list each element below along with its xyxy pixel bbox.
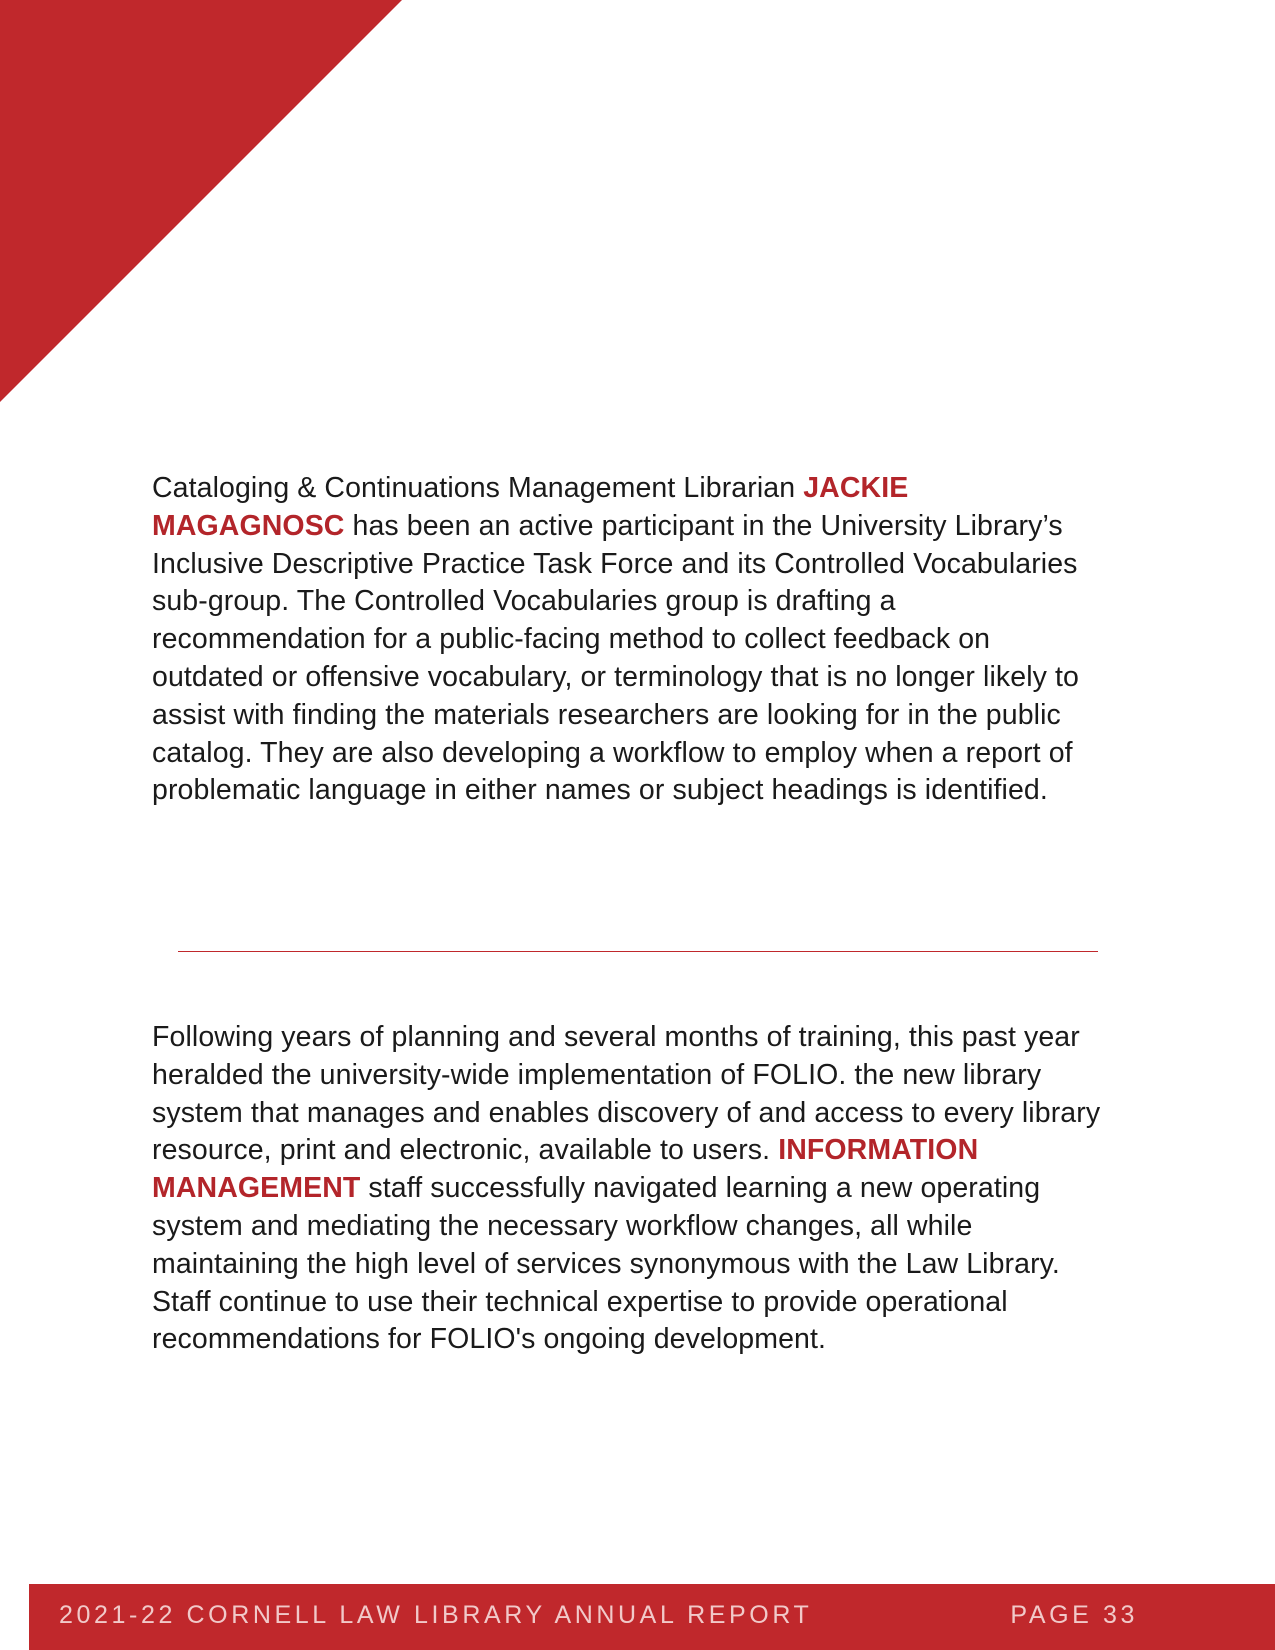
department-name: INFORMATION MANAGEMENT <box>152 1134 979 1205</box>
footer-bar <box>29 1584 1275 1650</box>
librarian-name: JACKIE MAGAGNOSC <box>152 472 909 542</box>
paragraph-folio <box>152 1019 1102 1359</box>
paragraph-intro-text: Following years of planning and several months of training, this past year heralded the university-wide implementation of FOLIO. the new library system that manages and enables discovery of and access to every library resource, print and electronic, available to users. <box>152 1021 1101 1167</box>
paragraph-body-text: staff successfully navigated learning a new operating system and mediating the necessary workflow changes, all while maintaining the high level of services synonymous with the Law Library. Staff continue to use their technical expertise to provide operational recommendations for FOLIO's ongoing development. <box>152 1172 1060 1356</box>
footer-page-number: PAGE 33 <box>1010 1601 1138 1629</box>
corner-triangle-decoration <box>0 0 402 402</box>
paragraph-body-text: has been an active participant in the University Library’s Inclusive Descriptive Practice Task Force and its Controlled Vocabularies sub-group. The Controlled Vocabularies group is drafting a recommendation for a public-facing method to collect feedback on outdated or offensive vocabulary, or terminology that is no longer likely to assist with finding the materials researchers are looking for in the public catalog. They are also developing a workflow to employ when a report of problematic language in either names or subject headings is identified. <box>152 509 1079 807</box>
footer-report-title: 2021-22 CORNELL LAW LIBRARY ANNUAL REPORT <box>59 1601 813 1629</box>
paragraph-task-force <box>152 470 1102 810</box>
section-divider <box>178 951 1098 952</box>
paragraph-intro-text: Cataloging & Continuations Management Librarian <box>152 472 804 504</box>
